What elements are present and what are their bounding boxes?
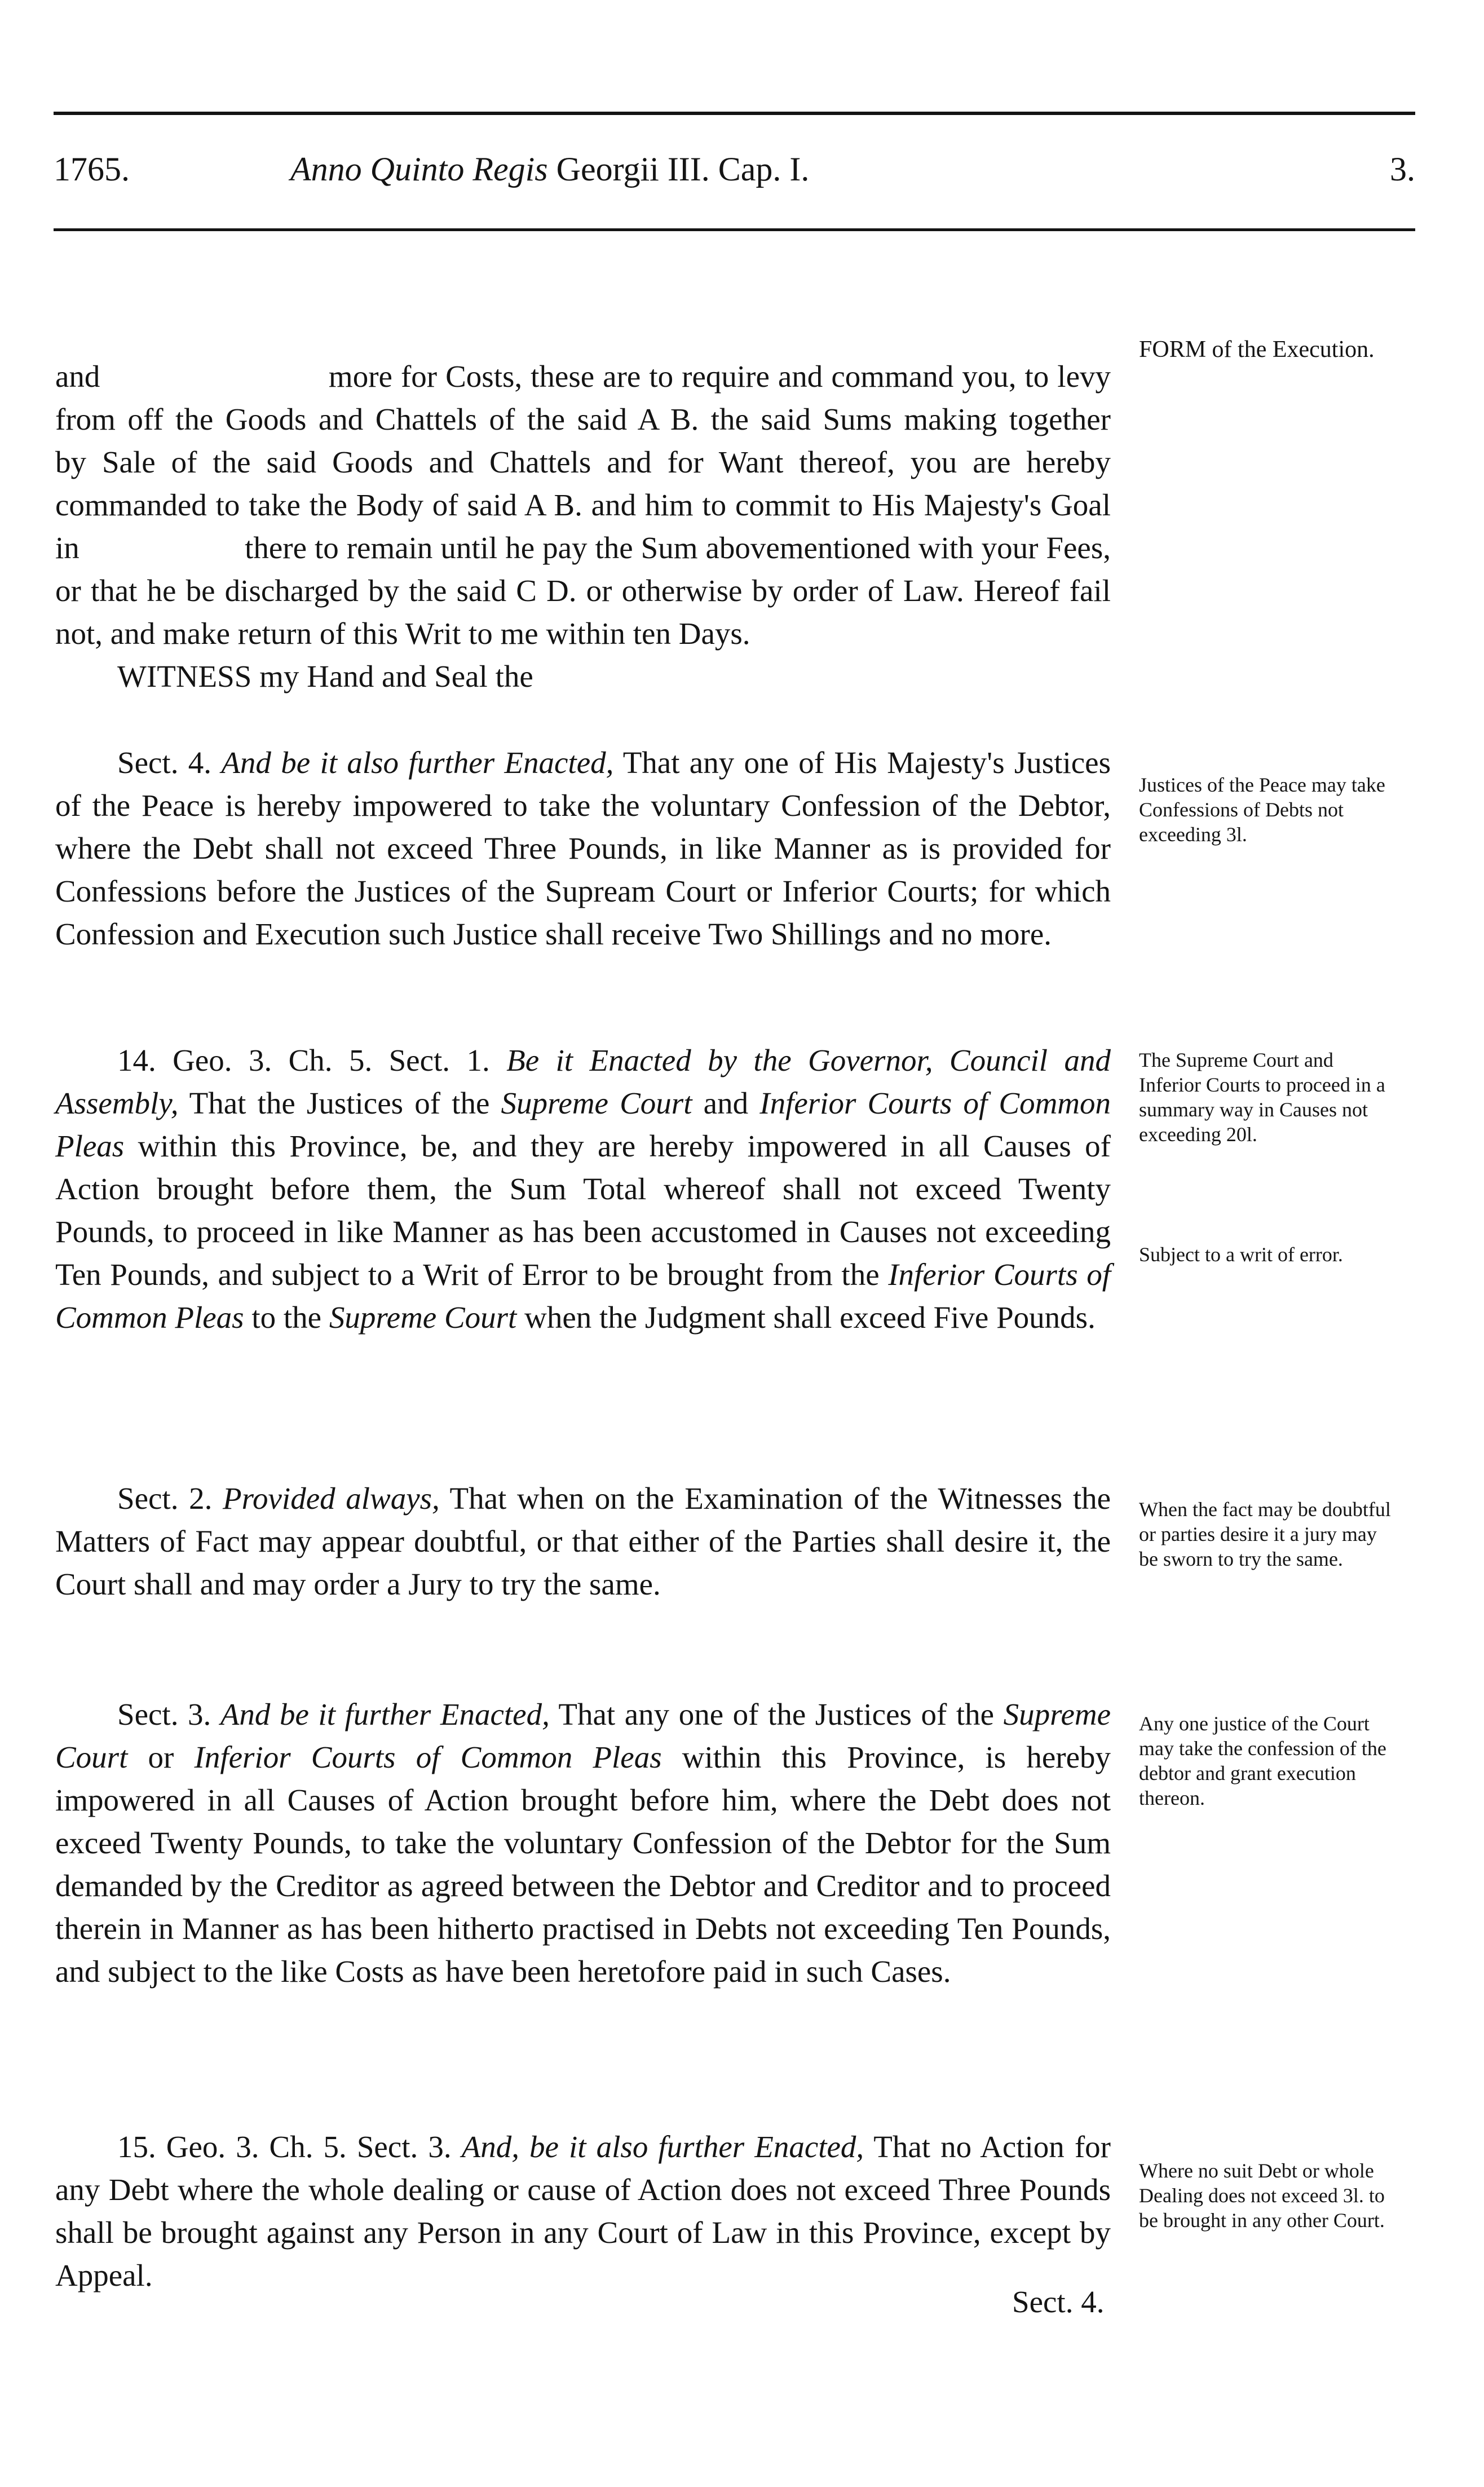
page-number: 3. xyxy=(1390,151,1415,188)
margin-note-jury: When the fact may be doubtful or parties desire it a jury may be sworn to try the same. xyxy=(1139,1498,1391,1570)
enacting-clause: Be it Enacted by the Governor, Council and Assembly, xyxy=(55,1043,1111,1120)
section-text: within this Province, is hereby impowered in all Causes of Action brought before him, where the Debt does not exceed Twenty Pounds, to take the voluntary Confession of the Debtor for the Sum demanded by the Creditor as agreed between the Debtor and Creditor and to proceed therein in Manner as has been hitherto practised in Debts not exceeding Ten Pounds, and subject to the like Costs as have been heretofore paid in such Cases. xyxy=(55,1740,1111,1989)
court-name: Supreme Court xyxy=(329,1300,517,1335)
margin-note-no-suit: Where no suit Debt or whole Dealing does not exceed 3l. to be brought in any other Court. xyxy=(1139,2159,1385,2232)
enacting-clause: And be it also further Enacted, xyxy=(221,745,614,780)
section-text: That any one of His Majesty's Justices of the Peace is hereby impowered to take the voluntary Confession of the Debtor, where the Debt shall not exceed Three Pounds, in like Manner as is provided for Confessions before the Justices of the Supream Court or Inferior Courts; for which Confession and Execution such Justice shall receive Two Shillings and no more. xyxy=(55,745,1111,951)
section-jury-trial xyxy=(55,1477,1111,1606)
header-top-rule xyxy=(54,112,1415,115)
enacting-clause: Provided always, xyxy=(223,1481,440,1516)
court-name: Inferior Courts of Common Pleas xyxy=(194,1740,662,1774)
section-text: and xyxy=(703,1086,749,1120)
margin-note-confession: Any one justice of the Court may take the confession of the debtor and grant execution thereon. xyxy=(1139,1712,1386,1809)
margin-note-writ-of-error: Subject to a writ of error. xyxy=(1139,1243,1343,1266)
margin-note-supreme-court: The Supreme Court and Inferior Courts to proceed in a summary way in Causes not exceeding 20l. xyxy=(1139,1049,1385,1146)
running-head xyxy=(54,135,1415,203)
court-name: Inferior Courts of Common Pleas xyxy=(55,1257,1111,1335)
court-name: Supreme Court xyxy=(501,1086,692,1120)
witness-line: WITNESS my Hand and Seal the xyxy=(117,659,533,693)
section-text: That any one of the Justices of the xyxy=(558,1697,995,1731)
section-text: That the Justices of the xyxy=(189,1086,490,1120)
header-bottom-rule xyxy=(54,228,1415,231)
section-ref: 14. Geo. 3. Ch. 5. Sect. 1. xyxy=(117,1043,490,1077)
section-appeal-only xyxy=(55,2126,1111,2297)
catchword: Sect. 4. xyxy=(1012,2285,1105,2319)
section-text: within this Province, be, and they are hereby impowered in all Causes of Action brought before them, the Sum Total whereof shall not exceed Twenty Pounds, to proceed in like Manner as has been accustomed in Causes not exceeding Ten Pounds, and subject to a Writ of Error to be brought from the xyxy=(55,1129,1111,1292)
section-paragraph xyxy=(55,1039,1111,1339)
section-text: when the Judgment shall exceed Five Pounds. xyxy=(524,1300,1096,1335)
section-text: to the xyxy=(251,1300,322,1335)
section-paragraph xyxy=(55,741,1111,956)
margin-note-form: FORM of the Execution. xyxy=(1139,337,1375,363)
section-debtor-confession xyxy=(55,1693,1111,1993)
header-title-caps: Georgii III. Cap. I. xyxy=(556,151,810,188)
enacting-clause: And, be it also further Enacted, xyxy=(461,2130,864,2164)
header-title xyxy=(290,135,809,203)
writ-paragraph: and more for Costs, these are to require and command you, to levy from off the Goods and Chattels of the said A B. the said Sums making together by Sale of the said Goods and Chattels and for Want thereof, you are hereby commanded to take the Body of said A B. and him to commit to His Majesty's Goal in there to remain until he pay the Sum abovementioned with your Fees, or that he be discharged by the said C D. or otherwise by order of Law. Hereof fail not, and make return of this Writ to me within ten Days. xyxy=(55,359,1282,651)
margin-note-justices: Justices of the Peace may take Confessions of Debts not exceeding 3l. xyxy=(1139,774,1385,846)
header-year: 1765. xyxy=(54,151,130,188)
court-name: Inferior Courts of Common Pleas xyxy=(55,1086,1111,1163)
section-paragraph xyxy=(55,1477,1111,1606)
section-text: That when on the Examination of the Witnesses the Matters of Fact may appear doubtful, or that either of the Parties shall desire it, the Court shall and may order a Jury to try the same. xyxy=(55,1481,1111,1601)
section-ref: 15. Geo. 3. Ch. 5. Sect. 3. xyxy=(117,2130,452,2164)
section-paragraph xyxy=(55,1693,1111,1993)
section-summary-jurisdiction xyxy=(55,1039,1111,1339)
section-text: That no Action for any Debt where the whole dealing or cause of Action does not exceed Three Pounds shall be brought against any Person in any Court of Law in this Province, except by Appeal. xyxy=(55,2130,1111,2292)
section-paragraph xyxy=(55,2126,1111,2297)
writ-witness xyxy=(55,655,1111,698)
section-ref: Sect. 4. xyxy=(117,745,212,780)
section-ref: Sect. 3. xyxy=(117,1697,211,1731)
header-title-italic: Anno Quinto Regis xyxy=(290,151,548,188)
section-justices-confession xyxy=(55,741,1111,956)
enacting-clause: And be it further Enacted, xyxy=(220,1697,550,1731)
section-text: or xyxy=(148,1740,174,1774)
court-name: Supreme Court xyxy=(55,1697,1111,1774)
section-ref: Sect. 2. xyxy=(117,1481,213,1516)
